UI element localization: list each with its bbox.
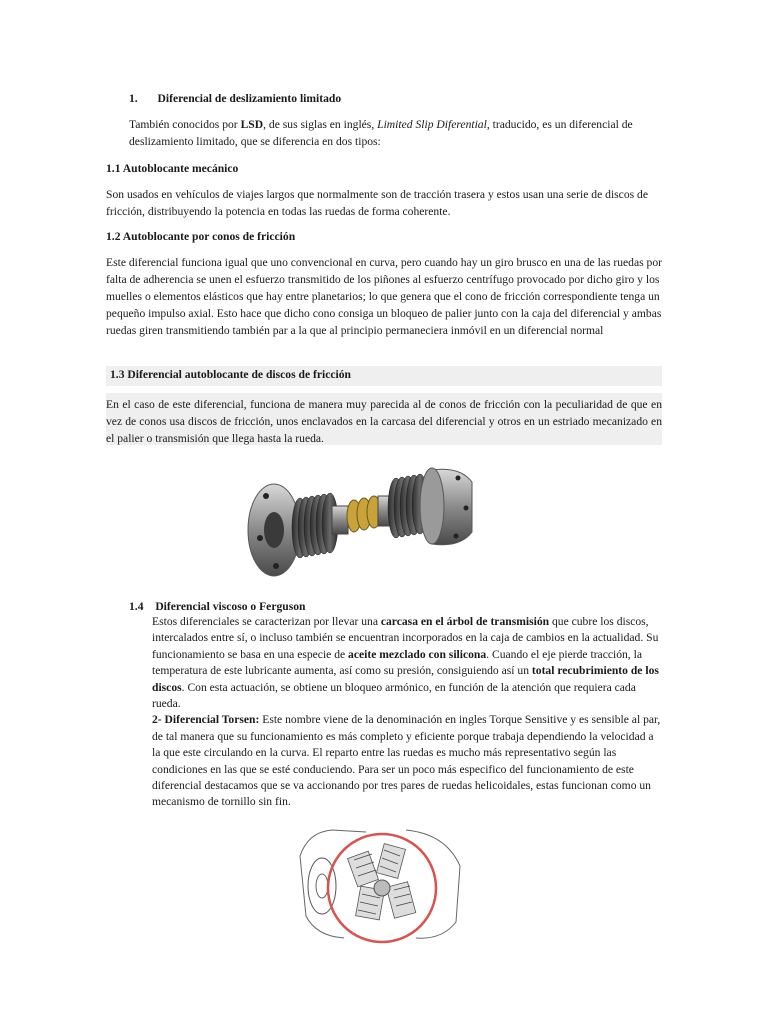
section-1-heading [129, 92, 341, 105]
lsd-abbr: LSD [240, 118, 264, 131]
section-1-4-title: Diferencial viscoso o Ferguson [155, 600, 306, 613]
term-carcasa: carcasa en el árbol de transmisión [380, 615, 550, 628]
section-1-3-heading: 1.3 Diferencial autoblocante de discos de fricción [110, 368, 351, 381]
term-recubrimiento: total recubrimiento de los discos [152, 664, 659, 694]
friction-disc-differential-image [236, 448, 480, 584]
section-1-2-body: Este diferencial funciona igual que uno convencional en curva, pero cuando hay un giro brusco en una de las ruedas por falta de adherencia se unen el esfuerzo transmitido de los piñones al esfuerzo centrífugo provocado por dicho giro y los muelles o elementos elásticos que hay entre planetarios; lo que genera que el cono de fricción correspondiente tenga un pequeño impulso axial. Esto hace que dicho cono consiga un bloqueo de palier junto con la caja del diferencial y ambas ruedas giren transmitiendo también par a la que al principio permaneciera inmóvil en un diferencial normal [106, 256, 662, 337]
section-1-2-heading: 1.2 Autoblocante por conos de fricción [106, 230, 296, 243]
section-1-number: 1. [129, 92, 138, 105]
torsen-heading: 2- Diferencial Torsen: [152, 713, 260, 727]
section-1-4-heading [129, 600, 305, 613]
section-1-1-body: Son usados en vehículos de viajes largos que normalmente son de tracción trasera y estos usan una serie de discos de fricción, distribuyendo la potencia en todas las ruedas de forma coherente. [106, 188, 648, 218]
section-1-3-body: En el caso de este diferencial, funciona de manera muy parecida al de conos de fricción con la peculiaridad de que en vez de conos usa discos de fricción, unos enclavados en la carcasa del diferencial y otros en un estriado mecanizado en el palier o transmisión que llega hasta la rueda. [106, 398, 662, 445]
torsen-body: Este nombre viene de la denominación en ingles Torque Sensitive y es sensible al par, de tal manera que su funcionamiento es más completo y eficiente porque trabaja dependiendo la velocidad a la que este circulando en la curva. El reparto entre las ruedas es mucho más representativo según las condiciones en las que se esté conduciendo. Para ser un poco más especifico del funcionamiento de este diferencial destacamos que se va accionando por tres pares de ruedas helicoidales, estas funcionan como un mecanismo de tornillo sin fin. [152, 713, 661, 809]
lsd-english-term: Limited Slip Diferential [377, 118, 487, 131]
torsen-differential-image [296, 826, 464, 944]
section-1-4-body: Estos diferenciales se caracterizan por llevar una carcasa en el árbol de transmisión que cubre los discos, intercalados entre sí, o incluso también se encuentran incorporados en la caja de cambios en la actualidad. Su funcionamiento se basa en una especie de aceite mezclado con silicona. Cuando el eje pierde tracción, la temperatura de este lubricante aumenta, así como su presión, consiguiendo así un total recubrimiento de los discos. Con esta actuación, se obtiene un bloqueo armónico, en función de la atención que requiera cada rueda. 2- Diferencial Torsen: Este nombre viene de la denominación en ingles Torque Sensitive y es sensible al par, de tal manera que su funcionamiento es más completo y eficiente porque trabaja dependiendo la velocidad a la que este circulando en la curva. El reparto entre las ruedas es mucho más representativo según las condiciones en las que se esté conduciendo. Para ser un poco más especifico del funcionamiento de este diferencial destacamos que se va accionando por tres pares de ruedas helicoidales, estas funcionan como un mecanismo de tornillo sin fin. [152, 615, 661, 809]
section-1-intro: También conocidos por LSD, de sus siglas en inglés, Limited Slip Diferential, traducido, es un diferencial de deslizamiento limitado, que se diferencia en dos tipos: [129, 118, 633, 148]
section-1-1-heading: 1.1 Autoblocante mecánico [106, 162, 239, 175]
section-1-title: Diferencial de deslizamiento limitado [157, 92, 342, 105]
section-1-4-number: 1.4 [129, 600, 144, 613]
term-aceite: aceite mezclado con silicona [348, 647, 487, 661]
